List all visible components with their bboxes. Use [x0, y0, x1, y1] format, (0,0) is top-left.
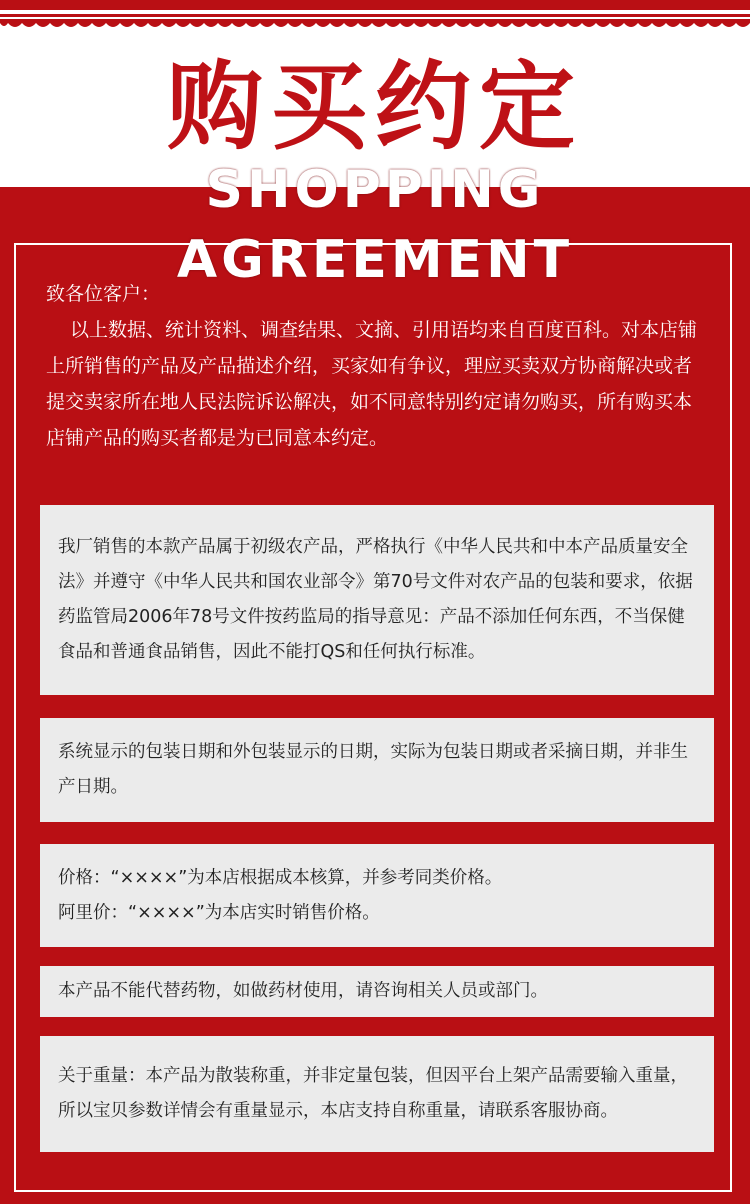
- intro-body: 以上数据、统计资料、调查结果、文摘、引用语均来自百度百科。对本店铺上所销售的产品及产品描述介绍，买家如有争议，理应买卖双方协商解决或者提交卖家所在地人民法院诉讼解决，如不同意特别约定请勿购买，所有购买本店铺产品的购买者都是为已同意本约定。: [46, 319, 698, 449]
- scalloped-border: [0, 19, 750, 33]
- notice-card-medicine: [40, 966, 714, 1017]
- notice-card-dates: [40, 718, 714, 822]
- page-title-english: SHOPPING AGREEMENT: [176, 160, 574, 290]
- notice-text: 系统显示的包装日期和外包装显示的日期，实际为包装日期或者采摘日期，并非生产日期。: [58, 742, 688, 797]
- notice-ali-price-line: 阿里价：“××××”为本店实时销售价格。: [58, 902, 380, 923]
- intro-greeting: 致各位客户：: [46, 283, 161, 305]
- notice-card-weight: [40, 1036, 714, 1152]
- top-red-band: [0, 0, 750, 10]
- notice-card-agricultural: [40, 505, 714, 695]
- intro-section: [46, 276, 706, 456]
- notice-text: 关于重量：本产品为散装称重，并非定量包装，但因平台上架产品需要输入重量，所以宝贝参数详情会有重量显示，本店支持自称重量，请联系客服协商。: [58, 1066, 688, 1121]
- top-thin-line: [0, 14, 750, 17]
- notice-text: 我厂销售的本款产品属于初级农产品，严格执行《中华人民共和中本产品质量安全法》并遵守《中华人民共和国农业部令》第70号文件对农产品的包装和要求，依据药监管局2006年78号文件按药监局的指导意见：产品不添加任何东西，不当保健食品和普通食品销售，因此不能打QS和任何执行标准。: [58, 537, 693, 662]
- notice-price-line: 价格：“××××”为本店根据成本核算，并参考同类价格。: [58, 867, 503, 888]
- notice-card-price: [40, 844, 714, 947]
- page-title-chinese: 购买约定: [167, 50, 583, 163]
- notice-text: 本产品不能代替药物，如做药材使用，请咨询相关人员或部门。: [58, 981, 548, 1001]
